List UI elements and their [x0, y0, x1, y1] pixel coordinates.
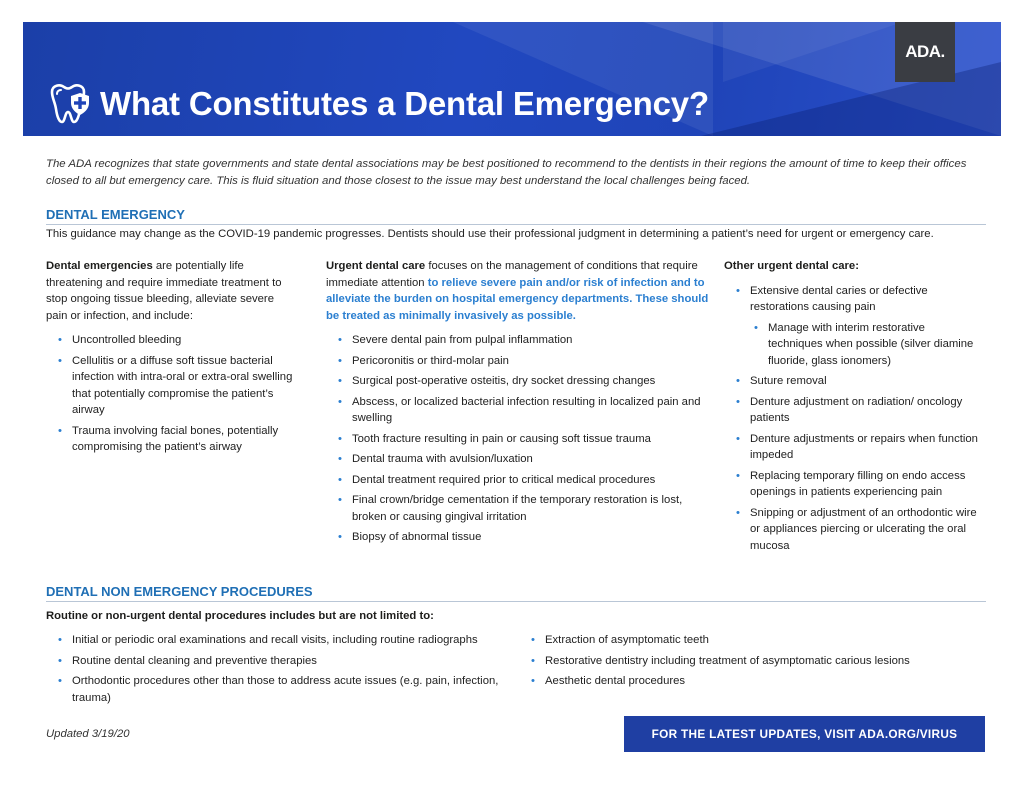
- guidance-text: This guidance may change as the COVID-19 pandemic progresses. Dentists should use their professional judgment in determining a patient’s need for urgent or emergency care.: [46, 228, 934, 240]
- list-item: • Surgical post-operative osteitis, dry socket dressing changes: [326, 373, 714, 390]
- urgent-column: [326, 258, 714, 550]
- non-emergency-left-column: [46, 632, 516, 710]
- list-item: • Tooth fracture resulting in pain or causing soft tissue trauma: [326, 431, 714, 448]
- page-title: What Constitutes a Dental Emergency?: [100, 85, 709, 122]
- list-item: • Denture adjustment on radiation/ oncology patients: [724, 394, 982, 427]
- list-item: • Denture adjustments or repairs when function impeded: [724, 431, 982, 464]
- list-item: [724, 283, 982, 370]
- list-item: • Dental trauma with avulsion/luxation: [326, 451, 714, 468]
- list-item: • Dental treatment required prior to critical medical procedures: [326, 472, 714, 489]
- other-urgent-heading: [724, 258, 982, 275]
- urgent-lead: [326, 258, 714, 324]
- list-item: • Orthodontic procedures other than those to address acute issues (e.g. pain, infection, trauma): [46, 673, 516, 706]
- list-item: • Cellulitis or a diffuse soft tissue bacterial infection with intra-oral or extra-oral swelling that potentially compromise the patient’s airway: [46, 353, 296, 419]
- list-item: • Pericoronitis or third-molar pain: [326, 353, 714, 370]
- list-item: • Abscess, or localized bacterial infection resulting in localized pain and swelling: [326, 394, 714, 427]
- other-urgent-list: [724, 283, 982, 555]
- emergency-list: [46, 332, 296, 456]
- list-item: • Biopsy of abnormal tissue: [326, 529, 714, 546]
- emergency-lead-bold: Dental emergencies: [46, 260, 153, 272]
- emergency-column: [46, 258, 296, 460]
- urgent-lead-rest: focuses on the management of conditions that require immediate attention: [326, 260, 698, 289]
- urgent-list: [326, 332, 714, 546]
- list-item: • Severe dental pain from pulpal inflammation: [326, 332, 714, 349]
- list-item: • Aesthetic dental procedures: [519, 673, 985, 690]
- list-item: • Trauma involving facial bones, potentially compromising the patient’s airway: [46, 423, 296, 456]
- non-emergency-list-right: [519, 632, 985, 690]
- section-heading-non-emergency: DENTAL NON EMERGENCY PROCEDURES: [46, 584, 986, 602]
- list-item: • Extraction of asymptomatic teeth: [519, 632, 985, 649]
- tooth-shield-icon: [46, 82, 92, 126]
- list-item: • Initial or periodic oral examinations and recall visits, including routine radiographs: [46, 632, 516, 649]
- list-item: • Restorative dentistry including treatment of asymptomatic carious lesions: [519, 653, 985, 670]
- list-item-text: Extensive dental caries or defective restorations causing pain: [750, 284, 928, 313]
- list-item: • Snipping or adjustment of an orthodontic wire or appliances piercing or ulcerating the oral mucosa: [724, 505, 982, 555]
- sub-list: [724, 320, 982, 370]
- non-emergency-right-column: [519, 632, 985, 694]
- urgent-lead-bold: Urgent dental care: [326, 260, 426, 272]
- list-item: • Suture removal: [724, 373, 982, 390]
- non-emergency-lead: Routine or non-urgent dental procedures includes but are not limited to:: [46, 610, 434, 622]
- updated-date: Updated 3/19/20: [46, 728, 130, 740]
- other-urgent-column: [724, 258, 982, 558]
- list-item: • Routine dental cleaning and preventive therapies: [46, 653, 516, 670]
- banner-decoration: [723, 22, 903, 82]
- list-item: • Uncontrolled bleeding: [46, 332, 296, 349]
- updates-link-button[interactable]: FOR THE LATEST UPDATES, VISIT ADA.ORG/VIRUS: [624, 716, 985, 752]
- emergency-lead-rest: are potentially life threatening and require immediate treatment to stop ongoing tissue bleeding, alleviate severe pain or infection, and include:: [46, 260, 282, 322]
- title-row: [46, 82, 709, 126]
- urgent-lead-highlight: to relieve severe pain and/or risk of infection and to alleviate the burden on hospital emergency departments. These should be treated as minimally invasively as possible.: [326, 276, 709, 322]
- emergency-lead: [46, 258, 296, 324]
- list-item: • Replacing temporary filling on endo access openings in patients experiencing pain: [724, 468, 982, 501]
- list-item: • Final crown/bridge cementation if the temporary restoration is lost, broken or causing gingival irritation: [326, 492, 714, 525]
- section-heading-emergency: DENTAL EMERGENCY: [46, 207, 986, 225]
- intro-text: The ADA recognizes that state governments and state dental associations may be best positioned to recommend to the dentists in their regions the amount of time to keep their offices closed to all but emergency care. This is fluid situation and those closest to the issue may best understand the local challenges being faced.: [46, 158, 967, 187]
- sub-list-item: • Manage with interim restorative techniques when possible (silver diamine fluoride, glass ionomers): [724, 320, 982, 370]
- other-urgent-heading-text: Other urgent dental care:: [724, 260, 859, 272]
- ada-logo: ADA.: [895, 22, 955, 82]
- non-emergency-list-left: [46, 632, 516, 706]
